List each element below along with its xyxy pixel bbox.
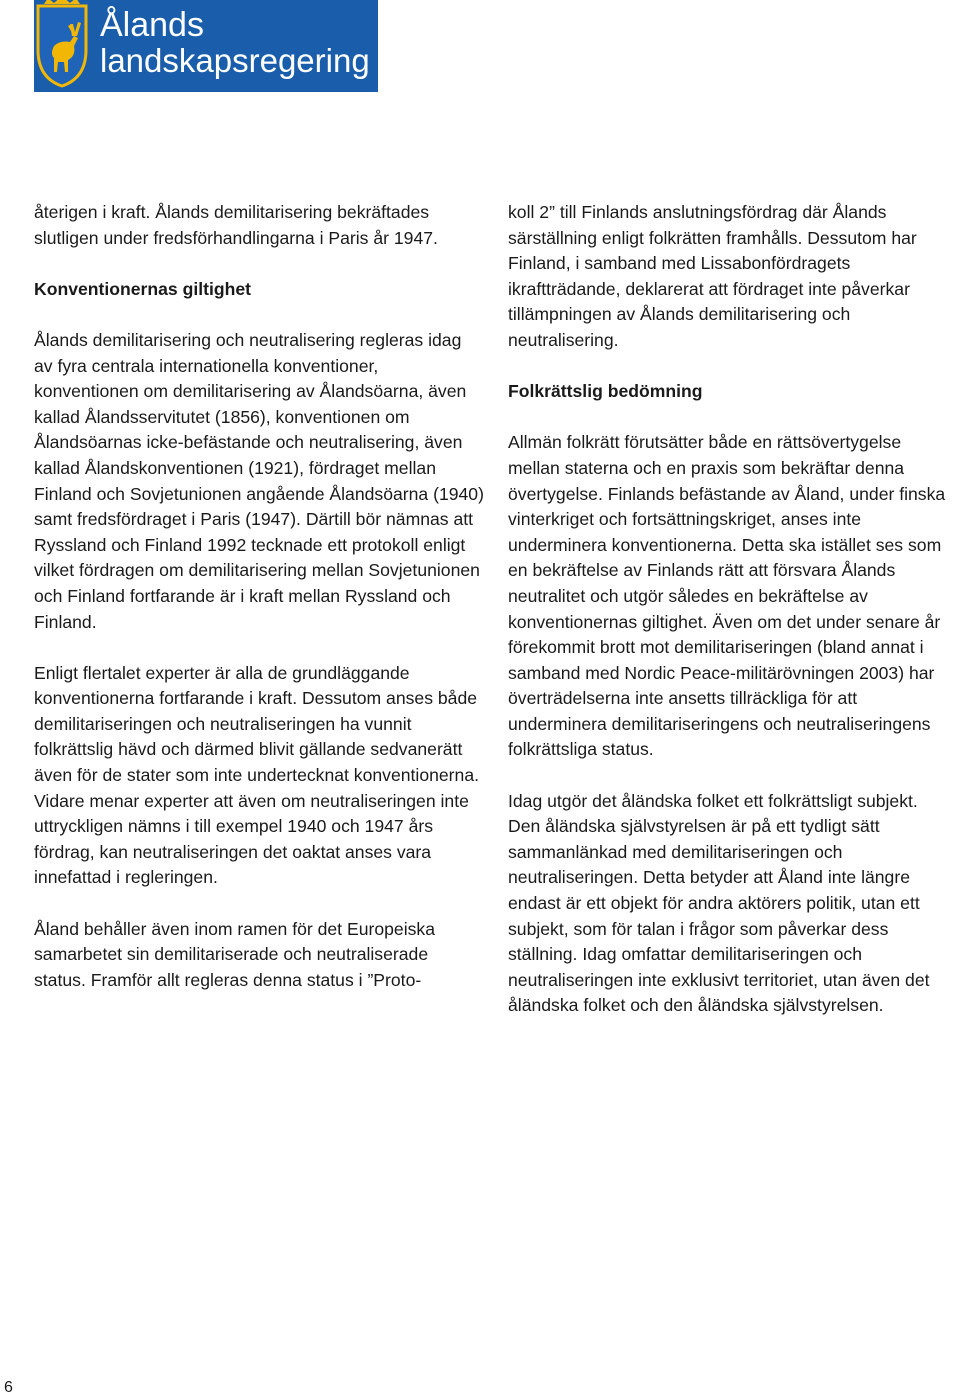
paragraph: Åland behåller även inom ramen för det Europeiska samarbetet sin demilitariserade och neutraliserade status. Framför allt regleras denna status i ”Proto-	[34, 918, 435, 990]
paragraph: Ålands demilitarisering och neutralisering regleras idag av fyra centrala internationella konventioner, konventionen om demilitarisering av Ålandsöarna, även kallad Ålandsservitutet (1856), konventionen om Ålandsöarnas icke-befästande och neutralisering, även kallad Ålandskonventionen (1921), fördraget mellan Finland och Sovjetunionen angående Ålandsöarna (1940) samt fredsfördraget i Paris (1947). Därtill bör nämnas att Ryssland och Finland 1992 tecknade ett protokoll enligt vilket fördragen om demilitarisering mellan Sovjetunionen och Finland fortfarande är i kraft mellan Ryssland och Finland.	[34, 329, 484, 632]
paragraph: koll 2” till Finlands anslutningsfördrag där Ålands särställning enligt folkrätten framhålls. Dessutom har Finland, i samband med Lissabonfördragets ikraftträdande, deklarerat att fördraget inte påverkar tillämpningen av Ålands demilitarisering och neutralisering.	[508, 202, 917, 350]
aland-government-logo	[34, 0, 378, 92]
section-heading: Folkrättslig bedömning	[508, 381, 703, 402]
paragraph: Enligt flertalet experter är alla de grundläggande konventionerna fortfarande i kraft. Dessutom anses både demilitariseringen och neutraliseringen ha vunnit folkrättslig hävd och därmed blivit gällande sedvanerätt även för de stater som inte undertecknat konventionerna. Vidare menar experter att även om neutraliseringen inte uttryckligen nämns i till exempel 1940 och 1947 års fördrag, kan neutraliseringen det oaktat anses vara innefattad i regleringen.	[34, 662, 479, 888]
logo-graphic	[34, 0, 378, 92]
paragraph: Allmän folkrätt förutsätter både en rättsövertygelse mellan staterna och en praxis som bekräftar denna övertygelse. Finlands befästande av Åland, under finska vinterkriget och fortsättningskriget, anses inte underminera konventionerna. Detta ska istället ses som en bekräftelse av Finlands rätt att försvara Ålands neutralitet och utgör således en bekräftelse av konventionernas giltighet. Även om det under senare år förekommit brott mot demilitariseringen (bland annat i samband med Nordic Peace-militärövningen 2003) har överträdelserna inte ansetts tillräckliga för att underminera demilitariseringens och neutraliseringens folkrättsliga status.	[508, 432, 946, 760]
logo-text-line2: landskapsregering	[100, 42, 370, 79]
logo-text-line1: Ålands	[100, 6, 204, 44]
right-column	[508, 200, 948, 1045]
paragraph: återigen i kraft. Ålands demilitarisering bekräftades slutligen under fredsförhandlingarna i Paris år 1947.	[34, 202, 438, 248]
section-heading: Konventionernas giltighet	[34, 278, 252, 299]
left-column	[34, 200, 484, 1019]
paragraph: Idag utgör det åländska folket ett folkrättsligt subjekt. Den åländska självstyrelsen är på ett tydligt sätt sammanlänkad med demilitariseringen och neutraliseringen. Detta betyder att Åland inte längre endast är ett objekt för andra aktörers politik, utan ett subjekt, som för talan i frågor som påverkar dess ställning. Idag omfattar demilitariseringen och neutraliseringen inte exklusivt territoriet, utan även det åländska folket och den åländska självstyrelsen.	[508, 790, 930, 1016]
crown-icon	[44, 0, 80, 4]
page-number: 6	[4, 1379, 13, 1396]
